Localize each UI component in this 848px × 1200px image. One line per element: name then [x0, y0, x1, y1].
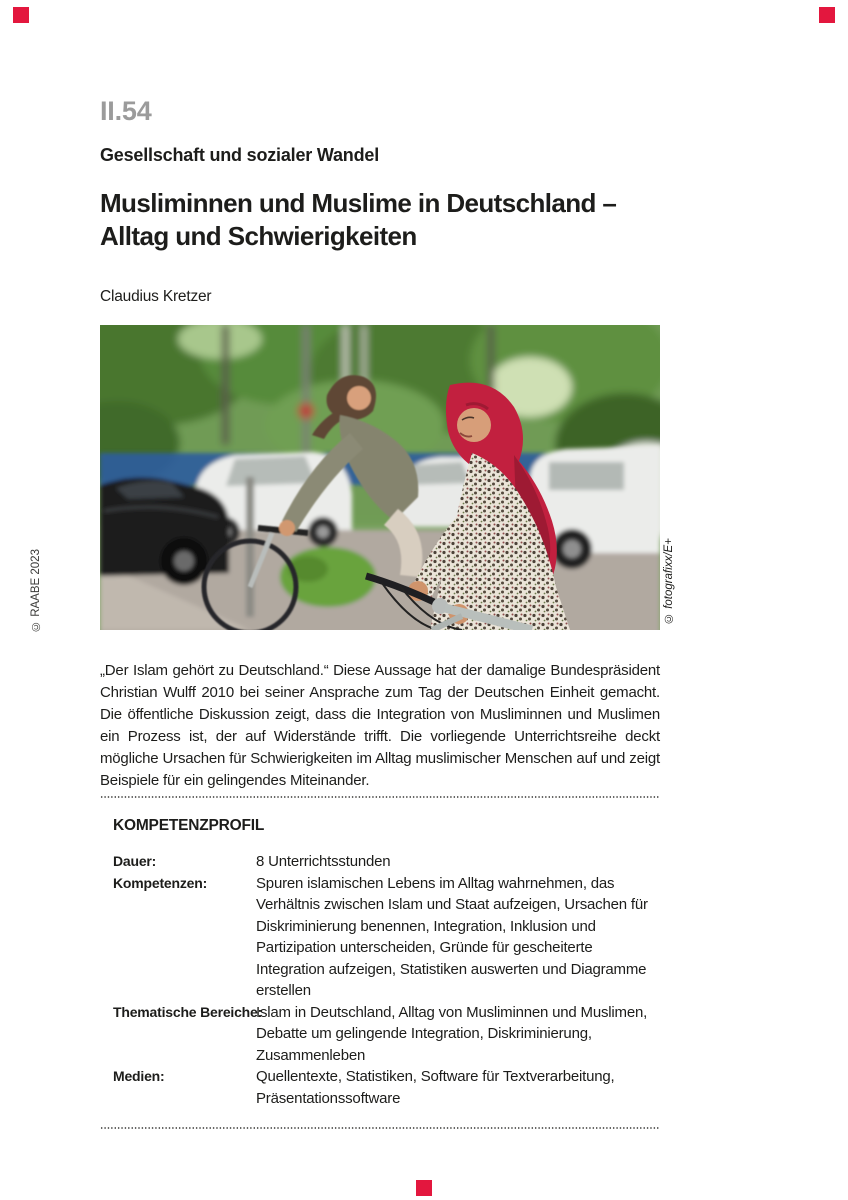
kompetenzprofil-heading: KOMPETENZPROFIL — [113, 817, 265, 834]
page-title-line1: Musliminnen und Muslime in Deutschland – — [100, 188, 617, 218]
page-title-line2: Alltag und Schwierigkeiten — [100, 221, 417, 251]
row-label: Thematische Bereiche: — [113, 1003, 263, 1020]
crop-mark-top-right — [819, 7, 835, 23]
issue-code: II.54 — [100, 96, 152, 126]
row-label: Dauer: — [113, 853, 157, 869]
crop-mark-top-left — [13, 7, 29, 23]
page-title — [100, 187, 700, 253]
photo-credit-vertical: © fotografixx/E+ — [663, 538, 675, 624]
series-title: Gesellschaft und sozialer Wandel — [100, 145, 380, 165]
kompetenzprofil-section — [100, 796, 660, 1129]
publisher-copyright-vertical: © RAABE 2023 — [30, 549, 42, 632]
author-name: Claudius Kretzer — [100, 288, 212, 305]
dotted-divider-bottom — [100, 1127, 660, 1129]
row-value: Islam in Deutschland, Alltag von Musliminnen und Muslimen, Debatte um gelingende Integration, Diskriminierung, Zusammenleben — [256, 1003, 648, 1064]
kompetenzprofil-row-medien — [113, 1066, 660, 1109]
kompetenzprofil-row-thematische-bereiche — [113, 1002, 660, 1067]
row-label: Kompetenzen: — [113, 874, 208, 891]
crop-mark-bottom-center — [416, 1180, 432, 1196]
article-photo — [100, 325, 660, 630]
row-value: Quellentexte, Statistiken, Software für Textverarbeitung, Präsentationssoftware — [256, 1068, 615, 1107]
kompetenzprofil-row-dauer — [113, 851, 660, 873]
intro-paragraph: „Der Islam gehört zu Deutschland.“ Diese Aussage hat der damalige Bundespräsident Christian Wulff 2010 bei seiner Ansprache zum Tag der Deutschen Einheit gemacht. Die öffentliche Diskussion zeigt, dass die Integration von Musliminnen und Muslimen ein Prozess ist, der auf Widerstände trifft. Die vorliegende Unterrichtsreihe deckt mögliche Ursachen für Schwierigkeiten im Alltag muslimischer Menschen auf und zeigt Beispiele für ein gelingendes Miteinander. — [100, 662, 660, 789]
row-value: 8 Unterrichtsstunden — [256, 853, 391, 870]
row-label: Medien: — [113, 1068, 165, 1084]
article-photo-illustration — [100, 325, 660, 630]
kompetenzprofil-row-kompetenzen — [113, 873, 660, 1002]
row-value: Spuren islamischen Lebens im Alltag wahrnehmen, das Verhältnis zwischen Islam und Staat aufzeigen, Ursachen für Diskriminierung benennen, Integration, Inklusion und Partizipation unterscheiden, Gründe für gescheiterte Integration aufzeigen, Statistiken auswerten und Diagramme erstellen — [256, 874, 648, 999]
